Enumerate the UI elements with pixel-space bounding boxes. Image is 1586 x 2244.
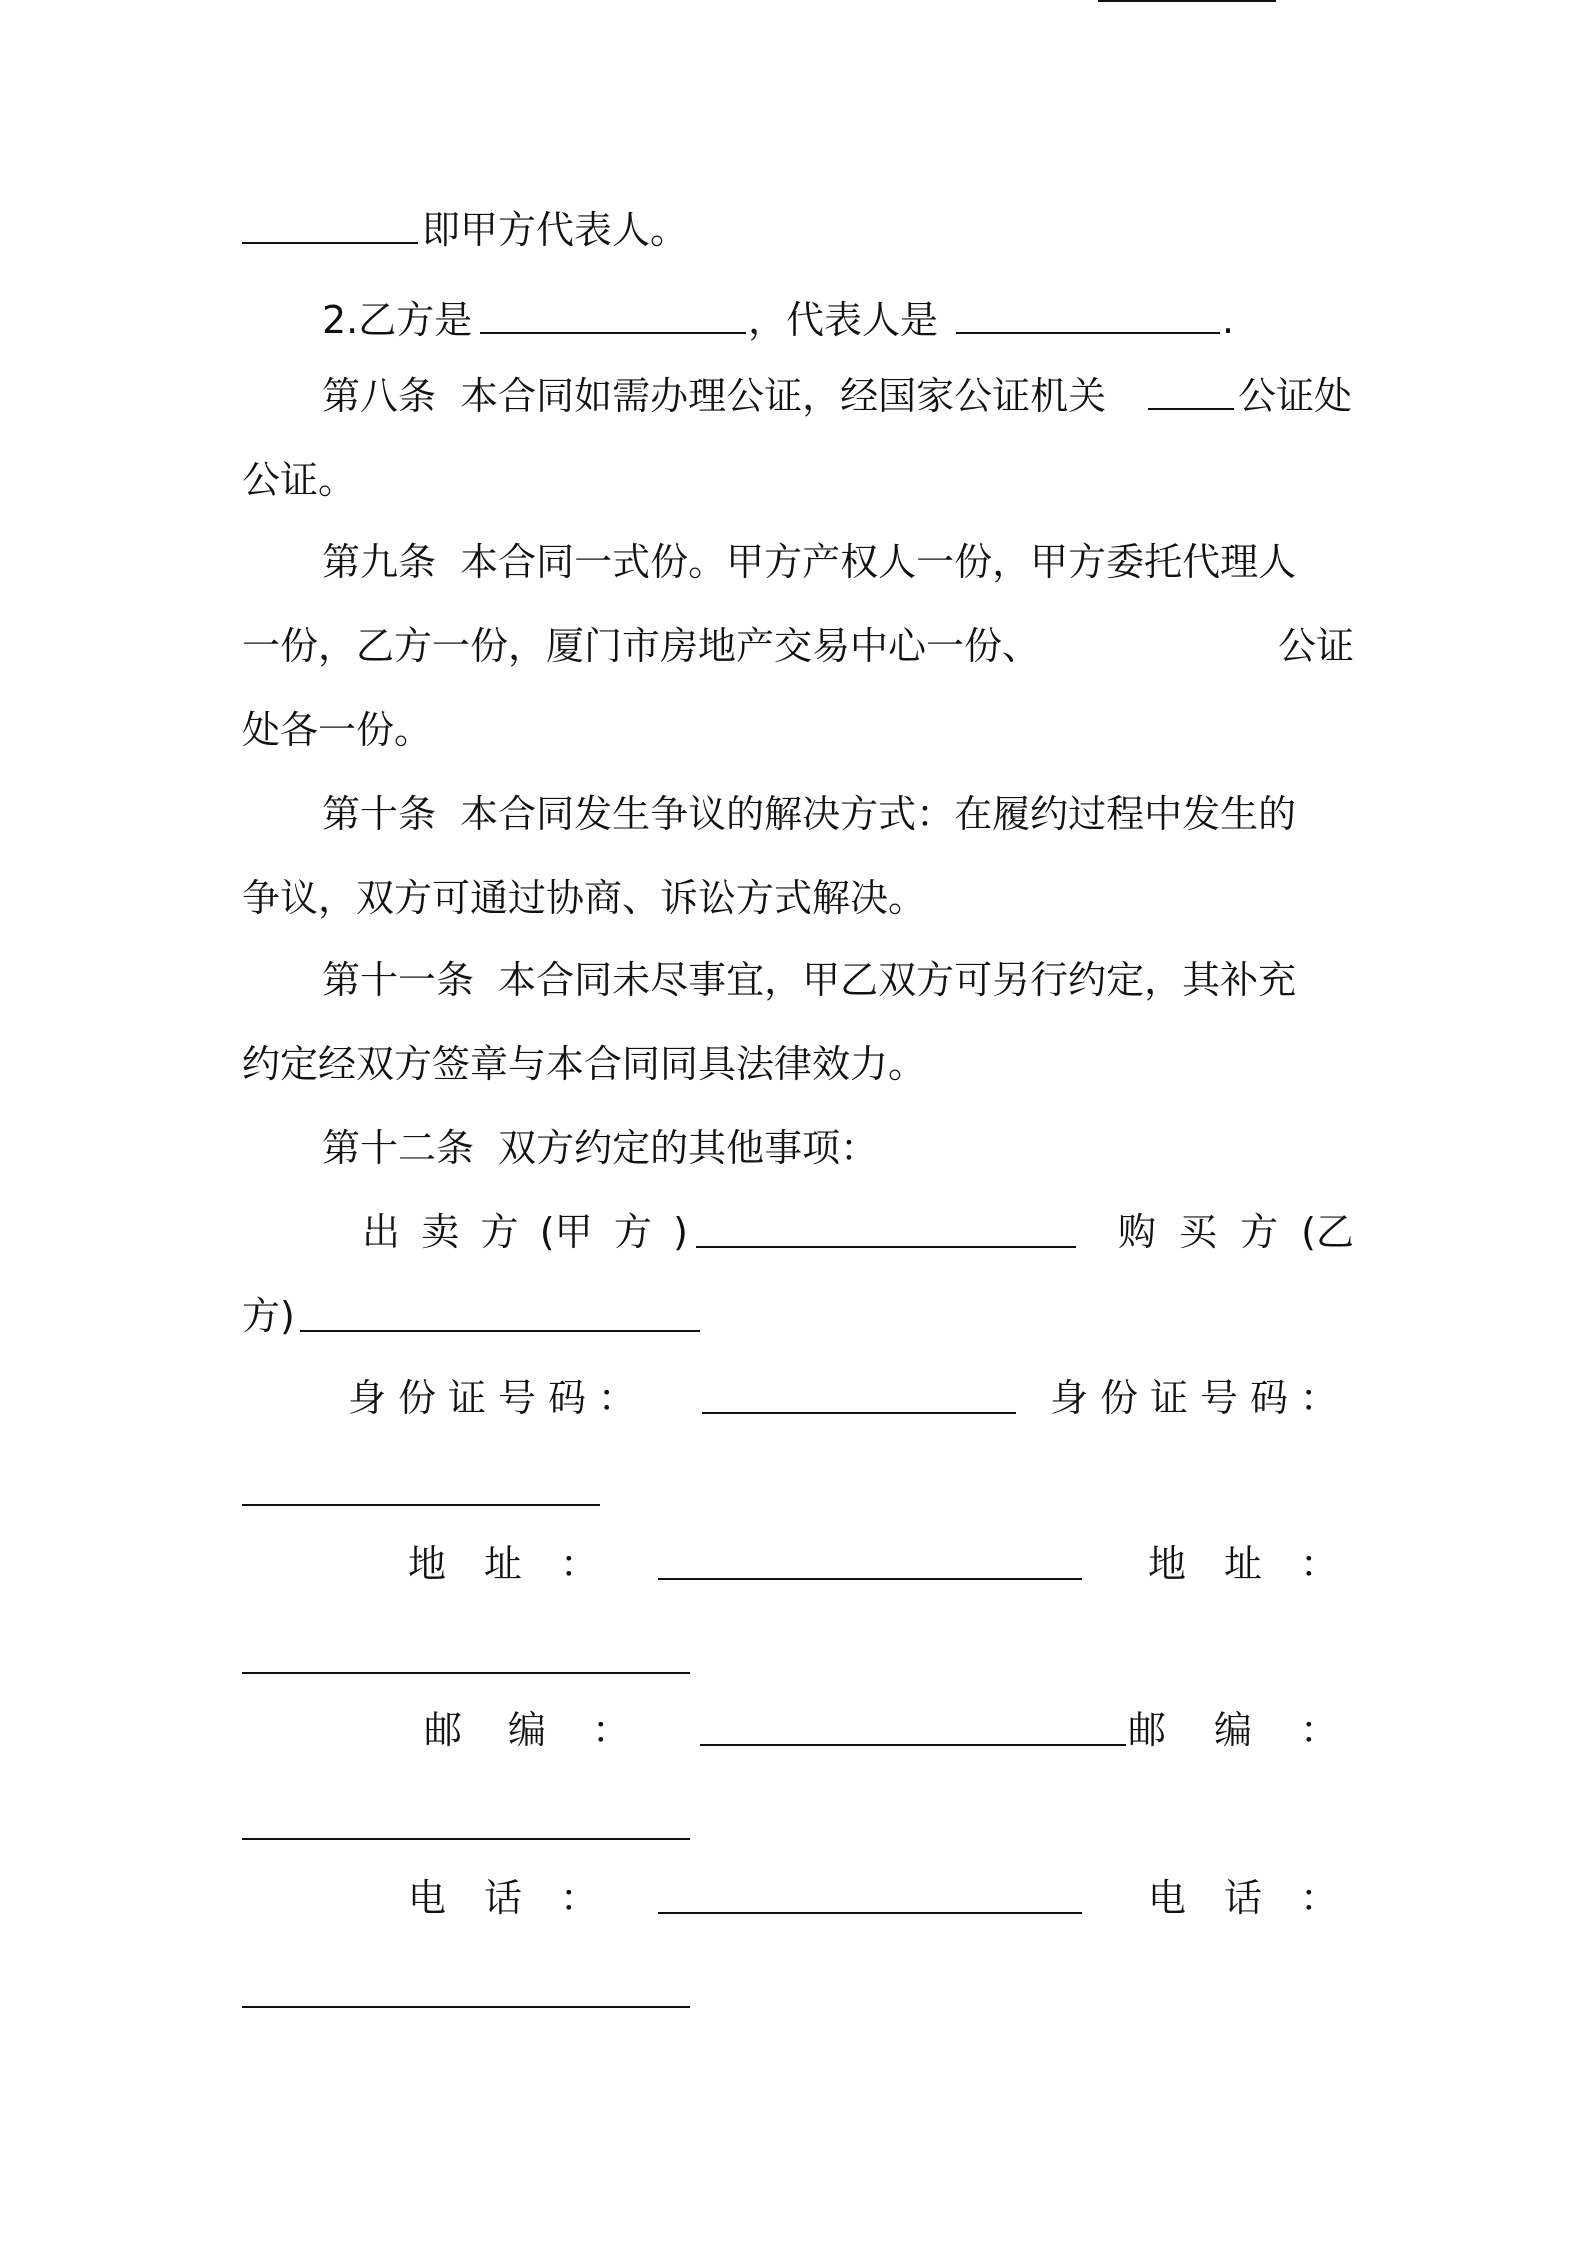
buyer-phone-blank — [242, 2006, 690, 2008]
label-char: 购 — [1118, 1210, 1157, 1254]
label-char: ： — [1299, 1542, 1338, 1586]
label-char: 号 — [1199, 1376, 1238, 1420]
label-char: 码 — [1249, 1376, 1288, 1420]
period: . — [1222, 298, 1235, 342]
buyer-id-label — [1050, 1376, 1338, 1420]
seller-address-label — [408, 1542, 598, 1586]
label-char: 份 — [1099, 1376, 1138, 1420]
label-char: 方 — [480, 1210, 519, 1254]
blank-line — [1148, 408, 1234, 410]
seller-label — [362, 1210, 688, 1254]
label-char: ： — [1299, 1376, 1338, 1420]
label-char: 话 — [1223, 1876, 1262, 1920]
seller-id-blank — [702, 1412, 1016, 1414]
label-char: ： — [559, 1542, 598, 1586]
buyer-signature-blank — [300, 1330, 700, 1332]
buyer-label-cont: 方) — [242, 1294, 295, 1338]
buyer-id-blank — [242, 1504, 600, 1506]
label-char: 地 — [408, 1542, 447, 1586]
party-b-label: 2.乙方是 — [322, 298, 473, 342]
label-char: ： — [591, 1708, 630, 1752]
label-char: 号 — [497, 1376, 536, 1420]
label-char: 电 — [408, 1876, 447, 1920]
label-char: 方 — [613, 1210, 652, 1254]
article-10-line-1: 第十条 本合同发生争议的解决方式：在履约过程中发生的 — [322, 792, 1297, 836]
label-char: 证 — [1149, 1376, 1188, 1420]
article-11-line-1: 第十一条 本合同未尽事宜，甲乙双方可另行约定，其补充 — [322, 958, 1297, 1002]
seller-phone-label — [408, 1876, 598, 1920]
label-char: ： — [597, 1376, 636, 1420]
buyer-address-label — [1148, 1542, 1338, 1586]
blank-line — [956, 332, 1220, 334]
buyer-label — [1118, 1210, 1354, 1254]
article-10-line-2: 争议，双方可通过协商、诉讼方式解决。 — [242, 876, 927, 920]
seller-phone-blank — [658, 1912, 1082, 1914]
buyer-zip-label — [1128, 1708, 1338, 1752]
label-char: 份 — [397, 1376, 436, 1420]
article-9-line-1: 第九条 本合同一式份。甲方产权人一份，甲方委托代理人 — [322, 540, 1297, 584]
label-char: 出 — [362, 1210, 401, 1254]
blank-line — [242, 242, 418, 244]
label-char: 卖 — [421, 1210, 460, 1254]
label-char: 身 — [348, 1376, 387, 1420]
label-char: ： — [1299, 1876, 1338, 1920]
label-char: 买 — [1179, 1210, 1218, 1254]
article-9-line-2: 一份，乙方一份，厦门市房地产交易中心一份、 — [242, 624, 1041, 668]
label-char: 邮 — [1128, 1708, 1167, 1752]
article-9-line-2-end: 公证 — [1278, 624, 1355, 668]
label-char: 编 — [1213, 1708, 1252, 1752]
label-char: 邮 — [424, 1708, 463, 1752]
label-char: 话 — [483, 1876, 522, 1920]
article-8-line-2: 公证。 — [242, 458, 357, 502]
buyer-zip-blank — [242, 1838, 690, 1840]
seller-signature-blank — [696, 1246, 1076, 1248]
label-char: 电 — [1148, 1876, 1187, 1920]
seller-zip-label — [424, 1708, 630, 1752]
label-char: 证 — [447, 1376, 486, 1420]
label-char: 地 — [1148, 1542, 1187, 1586]
article-8-line-1-end: 公证处 — [1238, 374, 1353, 418]
article-8-line-1: 第八条 本合同如需办理公证，经国家公证机关 — [322, 374, 1107, 418]
label-char: 址 — [1223, 1542, 1262, 1586]
label-char: 方 — [1240, 1210, 1279, 1254]
seller-id-label — [348, 1376, 636, 1420]
article-11-line-2: 约定经双方签章与本合同同具法律效力。 — [242, 1042, 927, 1086]
buyer-phone-label — [1148, 1876, 1338, 1920]
blank-line — [480, 332, 746, 334]
label-char: ： — [1299, 1708, 1338, 1752]
label-char: 址 — [483, 1542, 522, 1586]
label-char: ： — [559, 1876, 598, 1920]
buyer-address-blank — [242, 1672, 690, 1674]
label-char: (甲 — [539, 1210, 593, 1254]
paragraph-line: 即甲方代表人。 — [422, 208, 689, 252]
seller-zip-blank — [700, 1744, 1126, 1746]
representative-label: ，代表人是 — [748, 298, 939, 342]
label-char: ) — [673, 1210, 688, 1254]
label-char: (乙 — [1301, 1210, 1354, 1254]
label-char: 编 — [507, 1708, 546, 1752]
label-char: 身 — [1050, 1376, 1089, 1420]
seller-address-blank — [658, 1578, 1082, 1580]
article-9-line-3: 处各一份。 — [242, 708, 433, 752]
label-char: 码 — [547, 1376, 586, 1420]
blank-line — [1098, 0, 1276, 2]
article-12-line-1: 第十二条 双方约定的其他事项： — [322, 1126, 879, 1170]
